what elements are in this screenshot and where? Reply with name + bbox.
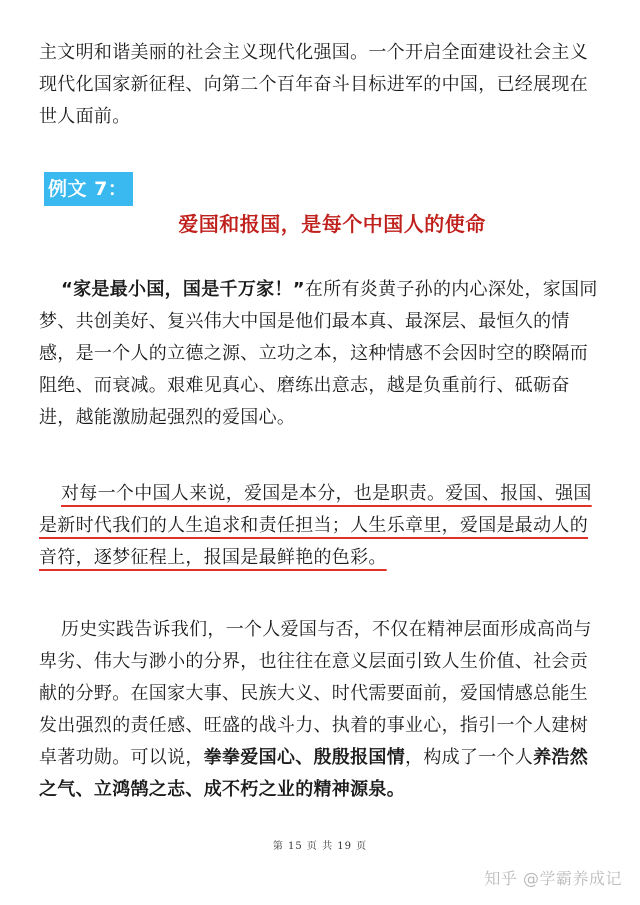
intro-text: 主文明和谐美丽的社会主义现代化强国。一个开启全面建设社会主义现代化国家新征程、向第二个百年奋斗目标进军的中国，已经展现在世人面前。 bbox=[39, 42, 588, 127]
intro-paragraph bbox=[39, 37, 605, 133]
paragraph-1 bbox=[39, 274, 605, 434]
paragraph-3-text-a: 历史实践告诉我们，一个人爱国与否，不仅在精神层面形成高尚与卑劣、伟大与渺小的分界，也往往在意义层面引致人生价值、社会贡献的分野。在国家大事、民族大义、时代需要面前，爱国情感总能生发出强烈的责任感、旺盛的战斗力、执着的事业心，指引一个人建树卓著功勋。可以说， bbox=[39, 619, 592, 768]
paragraph-2 bbox=[39, 478, 605, 574]
paragraph-3-bold-b: 养浩然之气、立鸿鹄之志、成不朽之业的精神源泉。 bbox=[39, 747, 589, 800]
paragraph-1-text: 在所有炎黄子孙的内心深处，家国同梦、共创美好、复兴伟大中国是他们最本真、最深层、最恒久的情感，是一个人的立德之源、立功之本，这种情感不会因时空的睽隔而阻绝、而衰减。艰难见真心、磨练出意志，越是负重前行、砥砺奋进，越能激励起强烈的爱国心。 bbox=[39, 279, 598, 428]
paragraph-3-bold-a: 拳拳爱国心、殷殷报国情 bbox=[203, 747, 406, 768]
paragraph-2-underlined-text: 对每一个中国人来说，爱国是本分，也是职责。爱国、报国、强国是新时代我们的人生追求和责任担当；人生乐章里，爱国是最动人的音符，逐梦征程上，报国是最鲜艳的色彩。 bbox=[39, 483, 592, 568]
page-number-footer: 第 15 页 共 19 页 bbox=[272, 841, 368, 852]
essay-title: 爱国和报国，是每个中国人的使命 bbox=[178, 212, 486, 236]
paragraph-3 bbox=[39, 614, 605, 806]
opening-quote: “家是最小国，国是千万家！” bbox=[61, 279, 305, 300]
watermark: 知乎 @学霸养成记 bbox=[484, 869, 622, 888]
example-tag: 例文 7： bbox=[44, 172, 133, 206]
paragraph-3-text-b: ，构成了一个人 bbox=[405, 747, 534, 768]
